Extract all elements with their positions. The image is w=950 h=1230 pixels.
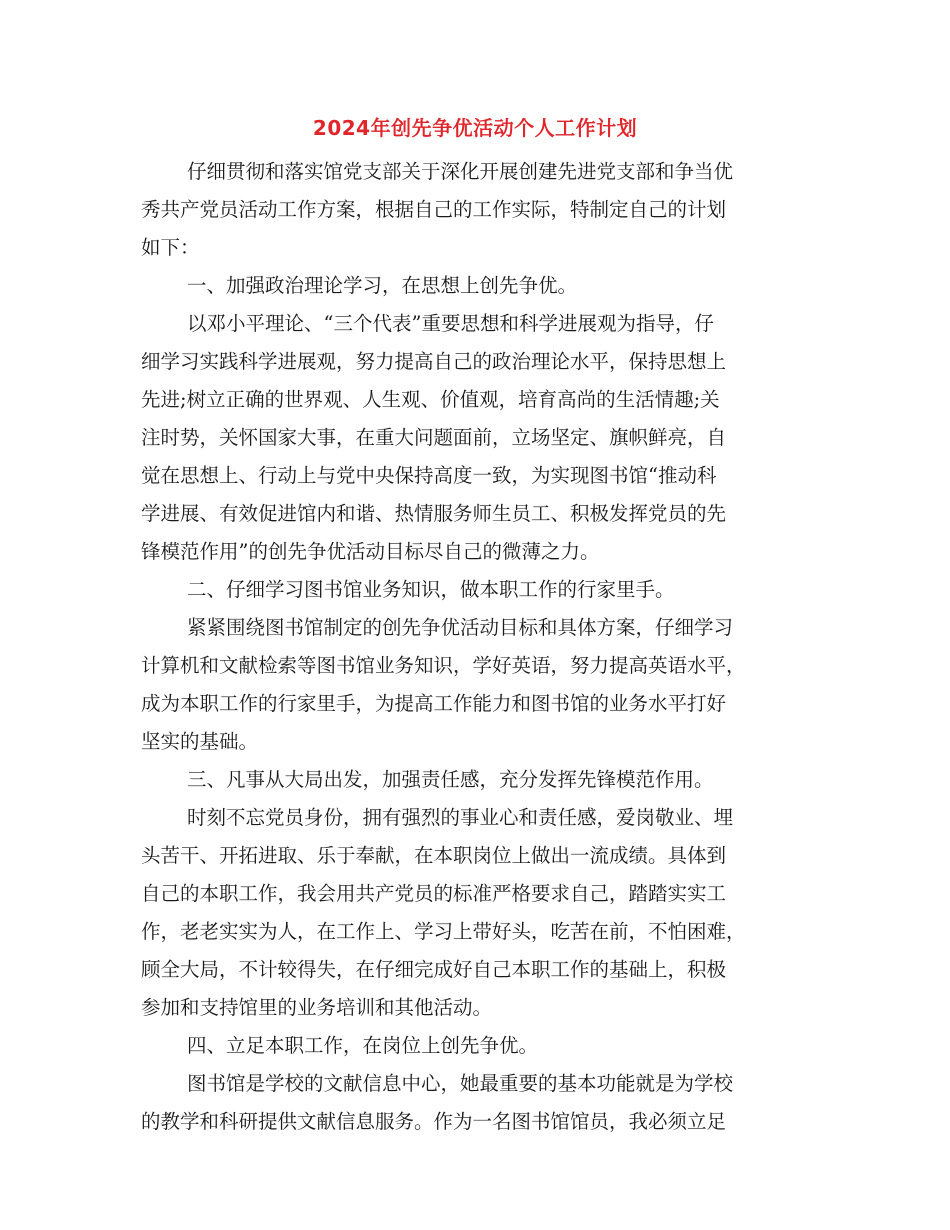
body-line: 觉在思想上、行动上与党中央保持高度一致，为实现图书馆“推动科 — [141, 464, 717, 487]
body-line: 细学习实践科学进展观，努力提高自己的政治理论水平，保持思想上 — [141, 350, 727, 373]
body-line: 成为本职工作的行家里手，为提高工作能力和图书馆的业务水平打好 — [141, 692, 727, 715]
section-heading: 二、仔细学习图书馆业务知识，做本职工作的行家里手。 — [187, 578, 675, 601]
body-line: 计算机和文献检索等图书馆业务知识，学好英语，努力提高英语水平， — [141, 654, 746, 677]
section-heading: 三、凡事从大局出发，加强责任感，充分发挥先锋模范作用。 — [187, 768, 714, 791]
body-line: 紧紧围绕图书馆制定的创先争优活动目标和具体方案，仔细学习 — [187, 616, 734, 639]
body-line: 图书馆是学校的文献信息中心，她最重要的基本功能就是为学校 — [187, 1072, 734, 1095]
body-line: 顾全大局，不计较得失，在仔细完成好自己本职工作的基础上，积极 — [141, 958, 727, 981]
body-line: 头苦干、开拓进取、乐于奉献，在本职岗位上做出一流成绩。具体到 — [141, 844, 727, 867]
body-line: 锋模范作用”的创先争优活动目标尽自己的微薄之力。 — [141, 540, 600, 563]
body-line: 自己的本职工作，我会用共产党员的标准严格要求自己，踏踏实实工 — [141, 882, 727, 905]
body-line: 以邓小平理论、“三个代表”重要思想和科学进展观为指导，仔 — [187, 312, 714, 335]
body-line: 仔细贯彻和落实馆党支部关于深化开展创建先进党支部和争当优 — [187, 160, 734, 183]
body-line: 注时势，关怀国家大事，在重大问题面前，立场坚定、旗帜鲜亮，自 — [141, 426, 727, 449]
body-line: 坚实的基础。 — [141, 730, 259, 753]
section-heading: 四、立足本职工作，在岗位上创先争优。 — [187, 1034, 539, 1057]
document-title: 2024年创先争优活动个人工作计划 — [312, 116, 638, 140]
body-line: 学进展、有效促进馆内和谐、热情服务师生员工、积极发挥党员的先 — [141, 502, 727, 525]
body-line: 参加和支持馆里的业务培训和其他活动。 — [141, 996, 493, 1019]
body-line: 秀共产党员活动工作方案，根据自己的工作实际，特制定自己的计划 — [141, 198, 727, 221]
body-line: 先进;树立正确的世界观、人生观、价值观，培育高尚的生活情趣;关 — [141, 388, 720, 411]
body-line: 如下： — [141, 236, 200, 259]
body-line: 的教学和科研提供文献信息服务。作为一名图书馆馆员，我必须立足 — [141, 1110, 727, 1133]
body-line: 作，老老实实为人，在工作上、学习上带好头，吃苦在前，不怕困难， — [141, 920, 746, 943]
body-line: 时刻不忘党员身份，拥有强烈的事业心和责任感，爱岗敬业、埋 — [187, 806, 734, 829]
section-heading: 一、加强政治理论学习，在思想上创先争优。 — [187, 274, 578, 297]
